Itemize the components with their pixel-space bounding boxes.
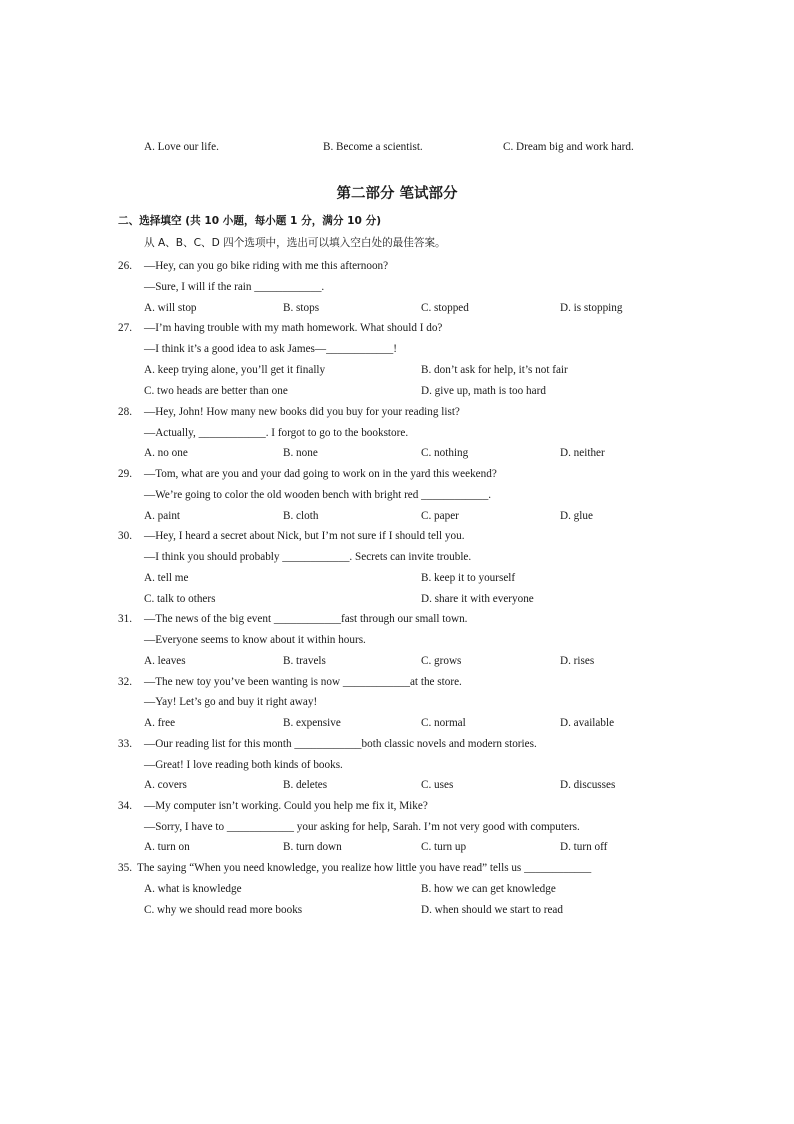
option-b: B. keep it to yourself — [421, 572, 516, 584]
prev-option-a: A. Love our life. — [144, 141, 219, 153]
section-header: 二、选择填空 (共 10 小题，每小题 1 分，满分 10 分) — [118, 215, 382, 227]
question-line: —Tom, what are you and your dad going to work on in the yard this weekend? — [144, 468, 497, 480]
option-d: D. rises — [560, 655, 595, 667]
option-a: A. free — [144, 717, 176, 729]
option-d: D. turn off — [560, 841, 608, 853]
question-line: —Sure, I will if the rain ____________. — [144, 281, 325, 293]
option-a: A. leaves — [144, 655, 186, 667]
option-d: D. share it with everyone — [421, 593, 534, 605]
option-c: C. talk to others — [144, 593, 216, 605]
question-line: —Hey, John! How many new books did you buy for your reading list? — [144, 406, 460, 418]
option-b: B. travels — [283, 655, 326, 667]
question-number: 26. — [118, 260, 132, 272]
section-instruction: 从 A、B、C、D 四个选项中，选出可以填入空白处的最佳答案。 — [144, 237, 446, 249]
question-line: —Hey, I heard a secret about Nick, but I’m not sure if I should tell you. — [144, 530, 465, 542]
option-a: A. paint — [144, 510, 181, 522]
question-line: —Sorry, I have to ____________ your asking for help, Sarah. I’m not very good with computers. — [144, 821, 580, 833]
option-c: C. why we should read more books — [144, 904, 303, 916]
question-number: 32. — [118, 676, 132, 688]
question-number: 35. — [118, 862, 132, 874]
question-line: —Actually, ____________. I forgot to go to the bookstore. — [144, 427, 409, 439]
option-c: C. two heads are better than one — [144, 385, 288, 397]
option-d: D. neither — [560, 447, 605, 459]
option-d: D. available — [560, 717, 615, 729]
question-line: —The news of the big event ____________fast through our small town. — [144, 613, 468, 625]
question-line: The saying “When you need knowledge, you realize how little you have read” tells us ____________ — [137, 862, 592, 874]
option-b: B. none — [283, 447, 318, 459]
option-b: B. cloth — [283, 510, 319, 522]
question-line: —We’re going to color the old wooden bench with bright red ____________. — [144, 489, 492, 501]
question-number: 30. — [118, 530, 132, 542]
question-number: 27. — [118, 322, 132, 334]
part-title: 第二部分 笔试部分 — [336, 186, 458, 202]
prev-option-b: B. Become a scientist. — [323, 141, 423, 153]
option-a: A. keep trying alone, you’ll get it finally — [144, 364, 326, 376]
prev-option-c: C. Dream big and work hard. — [503, 141, 634, 153]
option-a: A. covers — [144, 779, 187, 791]
option-a: A. what is knowledge — [144, 883, 242, 895]
option-c: C. turn up — [421, 841, 467, 853]
option-b: B. stops — [283, 302, 320, 314]
question-line: —Hey, can you go bike riding with me this afternoon? — [144, 260, 389, 272]
question-line: —Our reading list for this month ____________both classic novels and modern stories. — [144, 738, 537, 750]
question-number: 29. — [118, 468, 132, 480]
question-number: 28. — [118, 406, 132, 418]
option-c: C. paper — [421, 510, 459, 522]
question-line: —I think it’s a good idea to ask James—____________! — [144, 343, 397, 355]
question-line: —Yay! Let’s go and buy it right away! — [144, 696, 318, 708]
option-b: B. expensive — [283, 717, 341, 729]
option-b: B. how we can get knowledge — [421, 883, 556, 895]
question-line: —My computer isn’t working. Could you help me fix it, Mike? — [144, 800, 428, 812]
question-line: —I think you should probably ____________. Secrets can invite trouble. — [144, 551, 472, 563]
option-a: A. no one — [144, 447, 188, 459]
option-b: B. turn down — [283, 841, 342, 853]
option-a: A. turn on — [144, 841, 190, 853]
option-a: A. tell me — [144, 572, 189, 584]
option-c: C. grows — [421, 655, 462, 667]
option-d: D. give up, math is too hard — [421, 385, 546, 397]
option-d: D. is stopping — [560, 302, 623, 314]
question-number: 33. — [118, 738, 132, 750]
option-d: D. when should we start to read — [421, 904, 563, 916]
question-line: —I’m having trouble with my math homework. What should I do? — [144, 322, 443, 334]
option-c: C. nothing — [421, 447, 469, 459]
question-number: 34. — [118, 800, 132, 812]
option-b: B. don’t ask for help, it’s not fair — [421, 364, 568, 376]
question-line: —The new toy you’ve been wanting is now ____________at the store. — [144, 676, 462, 688]
question-line: —Everyone seems to know about it within hours. — [144, 634, 366, 646]
question-line: —Great! I love reading both kinds of books. — [144, 759, 343, 771]
option-d: D. discusses — [560, 779, 616, 791]
option-c: C. stopped — [421, 302, 469, 314]
option-c: C. uses — [421, 779, 454, 791]
option-a: A. will stop — [144, 302, 197, 314]
question-number: 31. — [118, 613, 132, 625]
option-c: C. normal — [421, 717, 466, 729]
option-b: B. deletes — [283, 779, 328, 791]
option-d: D. glue — [560, 510, 593, 522]
